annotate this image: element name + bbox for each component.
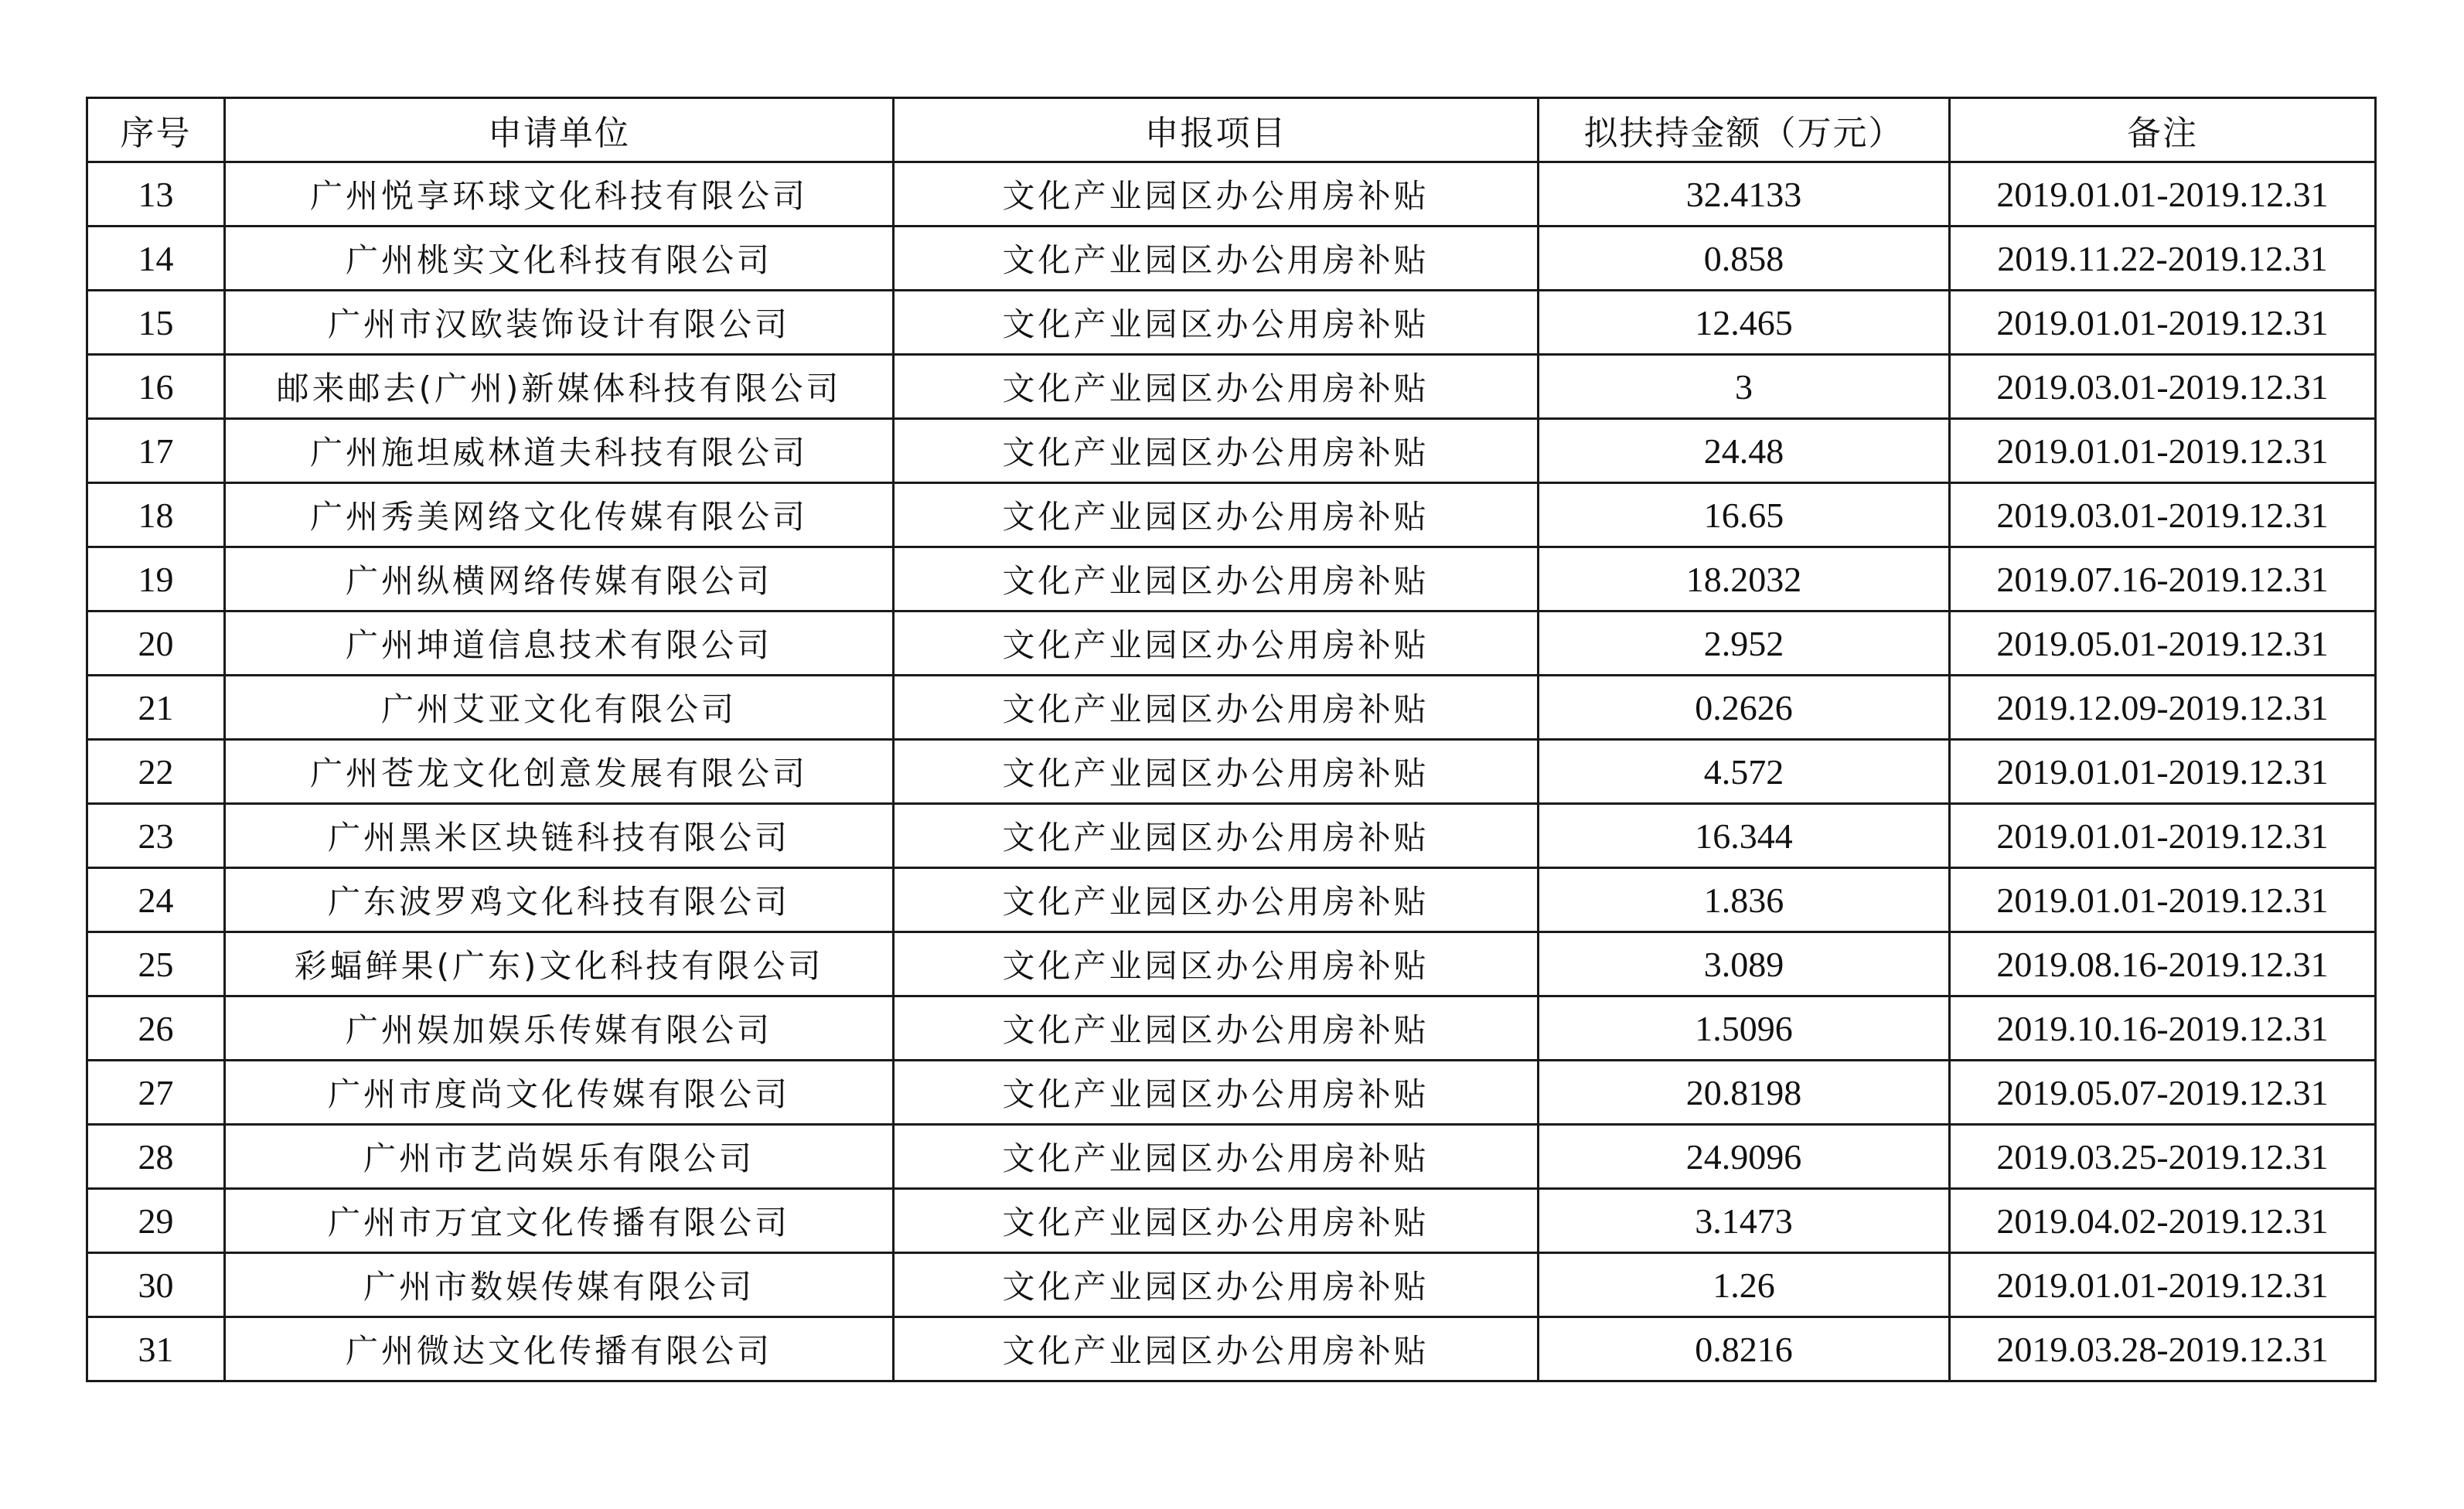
table-row (87, 1317, 2376, 1381)
table-row (87, 932, 2376, 996)
cell-unit: 广州黑米区块链科技有限公司 (225, 804, 894, 868)
cell-note: 2019.05.01-2019.12.31 (1950, 611, 2376, 676)
table-row (87, 547, 2376, 611)
cell-unit: 广州悦享环球文化科技有限公司 (225, 162, 894, 227)
cell-note: 2019.01.01-2019.12.31 (1950, 1253, 2376, 1317)
cell-amount: 1.26 (1539, 1253, 1950, 1317)
table-row (87, 1189, 2376, 1253)
cell-note: 2019.05.07-2019.12.31 (1950, 1061, 2376, 1125)
cell-amount: 3.089 (1539, 932, 1950, 996)
cell-note: 2019.01.01-2019.12.31 (1950, 291, 2376, 355)
cell-amount: 4.572 (1539, 740, 1950, 804)
cell-project: 文化产业园区办公用房补贴 (894, 162, 1539, 227)
cell-unit: 广州秀美网络文化传媒有限公司 (225, 483, 894, 547)
header-amount: 拟扶持金额（万元） (1539, 98, 1950, 162)
table-row (87, 1125, 2376, 1189)
table-header (87, 98, 2376, 162)
cell-amount: 32.4133 (1539, 162, 1950, 227)
table-row (87, 611, 2376, 676)
cell-note: 2019.01.01-2019.12.31 (1950, 419, 2376, 483)
cell-seq: 29 (87, 1189, 225, 1253)
table-row (87, 162, 2376, 227)
cell-note: 2019.11.22-2019.12.31 (1950, 227, 2376, 291)
cell-project: 文化产业园区办公用房补贴 (894, 1253, 1539, 1317)
cell-note: 2019.04.02-2019.12.31 (1950, 1189, 2376, 1253)
cell-amount: 0.858 (1539, 227, 1950, 291)
cell-project: 文化产业园区办公用房补贴 (894, 1317, 1539, 1381)
cell-seq: 25 (87, 932, 225, 996)
cell-note: 2019.03.25-2019.12.31 (1950, 1125, 2376, 1189)
cell-note: 2019.03.01-2019.12.31 (1950, 355, 2376, 419)
cell-project: 文化产业园区办公用房补贴 (894, 611, 1539, 676)
cell-amount: 24.9096 (1539, 1125, 1950, 1189)
table-row (87, 1253, 2376, 1317)
table-body (87, 162, 2376, 1381)
cell-seq: 27 (87, 1061, 225, 1125)
header-seq: 序号 (87, 98, 225, 162)
cell-unit: 广东波罗鸡文化科技有限公司 (225, 868, 894, 932)
table-row (87, 419, 2376, 483)
cell-amount: 24.48 (1539, 419, 1950, 483)
cell-project: 文化产业园区办公用房补贴 (894, 355, 1539, 419)
cell-project: 文化产业园区办公用房补贴 (894, 740, 1539, 804)
cell-note: 2019.01.01-2019.12.31 (1950, 804, 2376, 868)
cell-project: 文化产业园区办公用房补贴 (894, 291, 1539, 355)
cell-unit: 广州市艺尚娱乐有限公司 (225, 1125, 894, 1189)
cell-seq: 17 (87, 419, 225, 483)
cell-amount: 20.8198 (1539, 1061, 1950, 1125)
cell-note: 2019.08.16-2019.12.31 (1950, 932, 2376, 996)
table-row (87, 291, 2376, 355)
cell-amount: 3.1473 (1539, 1189, 1950, 1253)
cell-project: 文化产业园区办公用房补贴 (894, 868, 1539, 932)
table-row (87, 227, 2376, 291)
cell-seq: 30 (87, 1253, 225, 1317)
cell-project: 文化产业园区办公用房补贴 (894, 483, 1539, 547)
cell-project: 文化产业园区办公用房补贴 (894, 1061, 1539, 1125)
cell-amount: 2.952 (1539, 611, 1950, 676)
cell-seq: 22 (87, 740, 225, 804)
cell-unit: 广州艾亚文化有限公司 (225, 676, 894, 740)
table-row (87, 804, 2376, 868)
cell-unit: 广州桃实文化科技有限公司 (225, 227, 894, 291)
cell-unit: 广州市数娱传媒有限公司 (225, 1253, 894, 1317)
cell-note: 2019.12.09-2019.12.31 (1950, 676, 2376, 740)
table-row (87, 1061, 2376, 1125)
cell-seq: 21 (87, 676, 225, 740)
cell-amount: 18.2032 (1539, 547, 1950, 611)
cell-seq: 26 (87, 996, 225, 1061)
cell-unit: 彩蝠鲜果(广东)文化科技有限公司 (225, 932, 894, 996)
cell-note: 2019.01.01-2019.12.31 (1950, 740, 2376, 804)
cell-unit: 广州娱加娱乐传媒有限公司 (225, 996, 894, 1061)
cell-seq: 18 (87, 483, 225, 547)
cell-note: 2019.03.01-2019.12.31 (1950, 483, 2376, 547)
cell-note: 2019.03.28-2019.12.31 (1950, 1317, 2376, 1381)
cell-amount: 0.8216 (1539, 1317, 1950, 1381)
cell-project: 文化产业园区办公用房补贴 (894, 547, 1539, 611)
cell-project: 文化产业园区办公用房补贴 (894, 996, 1539, 1061)
cell-seq: 20 (87, 611, 225, 676)
cell-amount: 1.5096 (1539, 996, 1950, 1061)
table-row (87, 483, 2376, 547)
cell-project: 文化产业园区办公用房补贴 (894, 1189, 1539, 1253)
cell-note: 2019.10.16-2019.12.31 (1950, 996, 2376, 1061)
cell-amount: 1.836 (1539, 868, 1950, 932)
cell-project: 文化产业园区办公用房补贴 (894, 932, 1539, 996)
table-row (87, 740, 2376, 804)
table-row (87, 996, 2376, 1061)
cell-seq: 14 (87, 227, 225, 291)
table-row (87, 355, 2376, 419)
cell-amount: 16.65 (1539, 483, 1950, 547)
cell-unit: 广州微达文化传播有限公司 (225, 1317, 894, 1381)
cell-seq: 13 (87, 162, 225, 227)
cell-seq: 16 (87, 355, 225, 419)
subsidy-table (86, 97, 2377, 1382)
cell-project: 文化产业园区办公用房补贴 (894, 676, 1539, 740)
cell-unit: 广州苍龙文化创意发展有限公司 (225, 740, 894, 804)
cell-project: 文化产业园区办公用房补贴 (894, 227, 1539, 291)
table-row (87, 676, 2376, 740)
cell-seq: 23 (87, 804, 225, 868)
cell-note: 2019.01.01-2019.12.31 (1950, 162, 2376, 227)
cell-unit: 广州市度尚文化传媒有限公司 (225, 1061, 894, 1125)
cell-project: 文化产业园区办公用房补贴 (894, 419, 1539, 483)
table-row (87, 868, 2376, 932)
cell-unit: 广州坤道信息技术有限公司 (225, 611, 894, 676)
cell-amount: 12.465 (1539, 291, 1950, 355)
cell-unit: 广州纵横网络传媒有限公司 (225, 547, 894, 611)
cell-unit: 广州市汉欧装饰设计有限公司 (225, 291, 894, 355)
cell-note: 2019.07.16-2019.12.31 (1950, 547, 2376, 611)
cell-amount: 0.2626 (1539, 676, 1950, 740)
cell-project: 文化产业园区办公用房补贴 (894, 1125, 1539, 1189)
header-note: 备注 (1950, 98, 2376, 162)
cell-seq: 28 (87, 1125, 225, 1189)
cell-seq: 31 (87, 1317, 225, 1381)
cell-project: 文化产业园区办公用房补贴 (894, 804, 1539, 868)
header-unit: 申请单位 (225, 98, 894, 162)
header-project: 申报项目 (894, 98, 1539, 162)
cell-unit: 广州施坦威林道夫科技有限公司 (225, 419, 894, 483)
cell-amount: 3 (1539, 355, 1950, 419)
cell-amount: 16.344 (1539, 804, 1950, 868)
cell-seq: 15 (87, 291, 225, 355)
cell-seq: 19 (87, 547, 225, 611)
cell-seq: 24 (87, 868, 225, 932)
cell-unit: 广州市万宜文化传播有限公司 (225, 1189, 894, 1253)
cell-unit: 邮来邮去(广州)新媒体科技有限公司 (225, 355, 894, 419)
cell-note: 2019.01.01-2019.12.31 (1950, 868, 2376, 932)
header-row (87, 98, 2376, 162)
